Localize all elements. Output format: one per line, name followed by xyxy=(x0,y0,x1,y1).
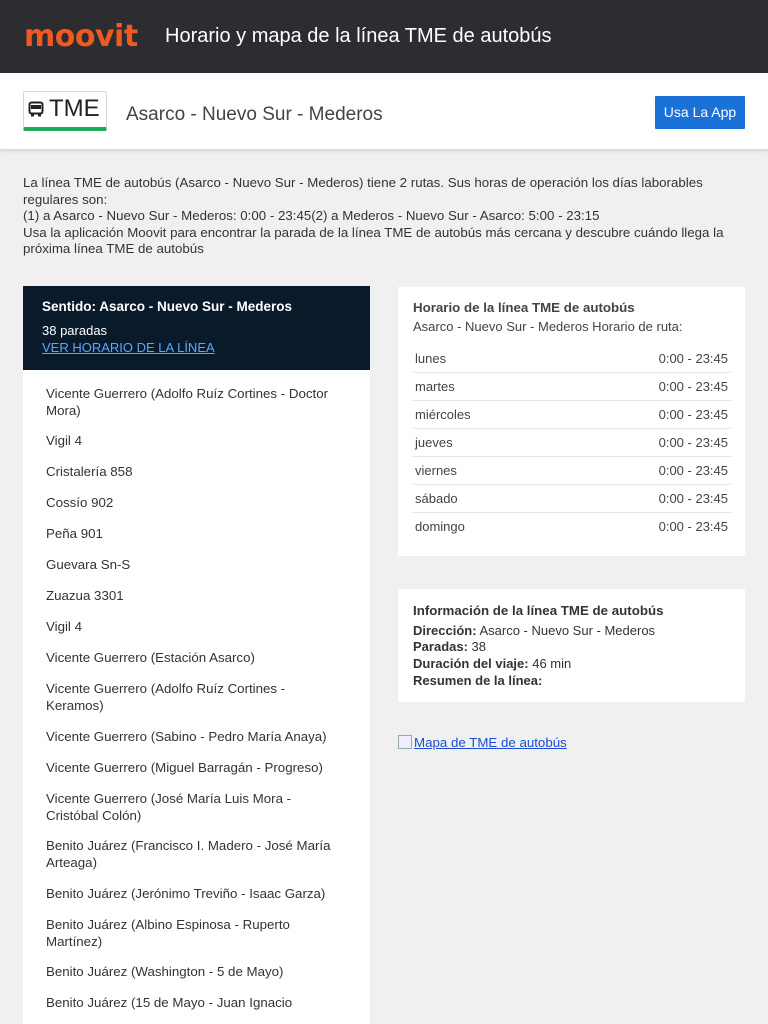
line-code: TME xyxy=(49,95,100,122)
schedule-row xyxy=(413,429,731,457)
info-summary xyxy=(413,673,542,689)
top-bar xyxy=(0,0,768,73)
line-info-card xyxy=(398,589,745,702)
map-link[interactable] xyxy=(398,735,567,751)
list-item[interactable]: Benito Juárez (Francisco I. Madero - José María Arteaga) xyxy=(46,838,331,870)
list-item[interactable]: Benito Juárez (Albino Espinosa - Ruperto Martínez) xyxy=(46,917,290,949)
line-badge xyxy=(23,91,107,131)
list-item[interactable]: Benito Juárez (Washington - 5 de Mayo) xyxy=(46,964,284,979)
stops-count: 38 paradas xyxy=(42,323,108,338)
info-duration xyxy=(413,656,571,672)
info-label: Duración del viaje: xyxy=(413,656,529,671)
schedule-row xyxy=(413,401,731,429)
info-label: Paradas: xyxy=(413,639,468,654)
schedule-row xyxy=(413,373,731,401)
schedule-hours: 0:00 - 23:45 xyxy=(658,491,728,506)
list-item[interactable]: Benito Juárez (Jerónimo Treviño - Isaac Garza) xyxy=(46,886,326,901)
schedule-card xyxy=(398,287,745,556)
schedule-day: viernes xyxy=(415,463,457,478)
list-item[interactable]: Benito Juárez (15 de Mayo - Juan Ignacio xyxy=(46,995,293,1010)
schedule-row xyxy=(413,457,731,485)
schedule-day: miércoles xyxy=(415,407,471,422)
schedule-hours: 0:00 - 23:45 xyxy=(658,435,728,450)
schedule-day: jueves xyxy=(415,435,453,450)
intro-line: Usa la aplicación Moovit para encontrar la parada de la línea TME de autobús más cercana y descubre cuándo llega la próxima línea TME de autobús xyxy=(23,224,724,256)
list-item[interactable]: Cristalería 858 xyxy=(46,464,133,479)
route-header xyxy=(0,73,768,149)
schedule-row xyxy=(413,345,731,373)
info-label: Resumen de la línea: xyxy=(413,673,543,688)
info-value: 46 min xyxy=(532,656,572,671)
info-stops xyxy=(413,639,486,655)
list-item[interactable]: Vigil 4 xyxy=(46,619,82,634)
schedule-day: sábado xyxy=(415,491,458,506)
schedule-hours: 0:00 - 23:45 xyxy=(658,463,728,478)
info-title: Información de la línea TME de autobús xyxy=(413,603,664,618)
broken-image-icon xyxy=(398,735,412,749)
schedule-hours: 0:00 - 23:45 xyxy=(658,407,728,422)
list-item[interactable]: Peña 901 xyxy=(46,526,103,541)
moovit-logo[interactable]: moovit xyxy=(24,19,138,54)
schedule-hours: 0:00 - 23:45 xyxy=(658,519,728,534)
bus-icon xyxy=(28,101,44,117)
schedule-day: lunes xyxy=(415,351,447,366)
schedule-row xyxy=(413,485,731,513)
schedule-subtitle: Asarco - Nuevo Sur - Mederos Horario de ruta: xyxy=(413,319,683,334)
list-item[interactable]: Vicente Guerrero (Adolfo Ruíz Cortines - Doctor Mora) xyxy=(46,386,329,418)
info-direction xyxy=(413,623,655,639)
info-value: 38 xyxy=(471,639,487,654)
list-item[interactable]: Vicente Guerrero (Adolfo Ruíz Cortines - Keramos) xyxy=(46,681,286,713)
map-link-text[interactable]: Mapa de TME de autobús xyxy=(414,735,567,750)
schedule-hours: 0:00 - 23:45 xyxy=(658,351,728,366)
list-item[interactable]: Vicente Guerrero (José María Luis Mora - Cristóbal Colón) xyxy=(46,791,292,823)
list-item[interactable]: Cossío 902 xyxy=(46,495,114,510)
route-name: Asarco - Nuevo Sur - Mederos xyxy=(126,104,383,125)
view-schedule-link[interactable]: VER HORARIO DE LA LÍNEA xyxy=(42,340,215,355)
list-item[interactable]: Zuazua 3301 xyxy=(46,588,124,603)
direction-card xyxy=(23,286,370,370)
list-item[interactable]: Guevara Sn-S xyxy=(46,557,131,572)
page-title: Horario y mapa de la línea TME de autobús xyxy=(165,25,552,47)
list-item[interactable]: Vicente Guerrero (Miguel Barragán - Progreso) xyxy=(46,760,323,775)
list-item[interactable]: Vigil 4 xyxy=(46,433,82,448)
list-item[interactable]: Vicente Guerrero (Estación Asarco) xyxy=(46,650,255,665)
intro-line: La línea TME de autobús (Asarco - Nuevo Sur - Mederos) tiene 2 rutas. Sus horas de operación los días laborables regulares son: xyxy=(23,175,703,207)
stops-list xyxy=(23,370,370,1024)
intro-line: (1) a Asarco - Nuevo Sur - Mederos: 0:00 - 23:45(2) a Mederos - Nuevo Sur - Asarco: 5:00 - 23:15 xyxy=(23,208,600,223)
schedule-title: Horario de la línea TME de autobús xyxy=(413,300,635,315)
info-value: Asarco - Nuevo Sur - Mederos xyxy=(479,623,656,638)
schedule-day: martes xyxy=(415,379,455,394)
intro-text xyxy=(23,175,745,258)
schedule-hours: 0:00 - 23:45 xyxy=(658,379,728,394)
schedule-row xyxy=(413,513,731,541)
use-app-button[interactable]: Usa La App xyxy=(655,96,745,129)
schedule-day: domingo xyxy=(415,519,465,534)
direction-title: Sentido: Asarco - Nuevo Sur - Mederos xyxy=(42,299,293,314)
list-item[interactable]: Vicente Guerrero (Sabino - Pedro María Anaya) xyxy=(46,729,327,744)
info-label: Dirección: xyxy=(413,623,477,638)
